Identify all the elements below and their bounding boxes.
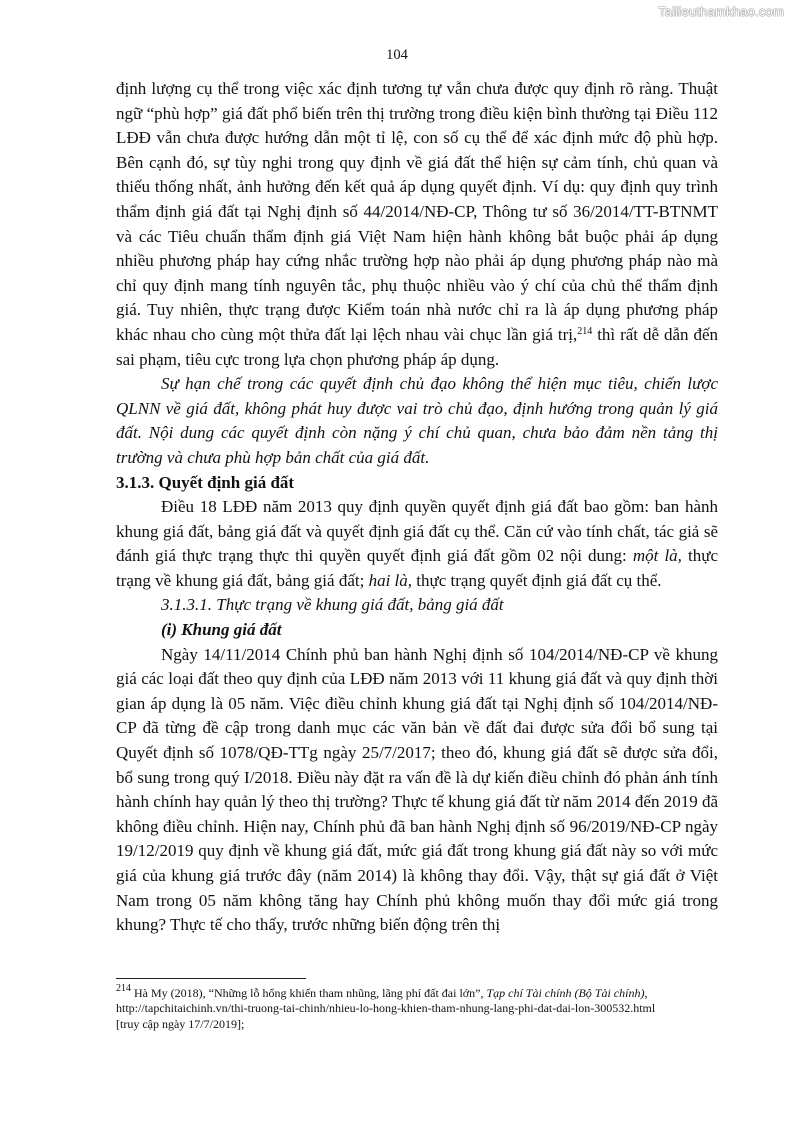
footnote-url[interactable]: http://tapchitaichinh.vn/thi-truong-tai-chinh/nhieu-lo-hong-khien-tham-nhung-lang-phi-dat-dai-lon-300532.html bbox=[116, 1001, 656, 1016]
paragraph bbox=[116, 77, 718, 372]
paragraph-text: thì rất dễ dẫn đến sai phạm, tiêu cực trong lựa chọn phương pháp áp dụng. bbox=[116, 324, 719, 369]
section-heading-3-1-3: 3.1.3. Quyết định giá đất bbox=[116, 472, 295, 492]
footnote-reference: 214 bbox=[577, 325, 593, 337]
footnote-number: 214 bbox=[116, 983, 131, 994]
emphasis: hai là, bbox=[368, 570, 413, 590]
section-heading-3-1-3-1: 3.1.3.1. Thực trạng về khung giá đất, bảng giá đất bbox=[161, 595, 504, 615]
document-body bbox=[116, 77, 718, 938]
paragraph-text: định lượng cụ thể trong việc xác định tương tự vẫn chưa được quy định rõ ràng. Thuật ngữ “phù hợp” giá đất phổ biến trên thị trường trong điều kiện bình thường tại Điều 112 LĐĐ vẫn chưa được hướng dẫn một tỉ lệ, con số cụ thể để xác định mức độ phù hợp. Bên cạnh đó, sự tùy nghi trong quy định về giá đất thể hiện sự cảm tính, chủ quan và thiếu thống nhất, ảnh hưởng đến kết quả áp dụng quyết định. Ví dụ: quy định quy trình thẩm định giá đất tại Nghị định số 44/2014/NĐ-CP, Thông tư số 36/2014/TT-BTNMT và các Tiêu chuẩn thẩm định giá Việt Nam hiện hành không bắt buộc phải áp dụng nhiều phương pháp hay cứng nhắc trường hợp nào phải áp dụng phương pháp nào mà chỉ quy định mang tính nguyên tắc, phụ thuộc nhiều vào ý chí của chủ thể thẩm định giá. Tuy nhiên, thực trạng được Kiểm toán nhà nước chỉ ra là áp dụng phương pháp khác nhau cho cùng một thửa đất lại lệch nhau vài chục lần giá trị, bbox=[116, 79, 718, 344]
paragraph-text: Điều 18 LĐĐ năm 2013 quy định quyền quyết định giá đất bao gồm: ban hành khung giá đất, bảng giá đất và quyết định giá đất cụ thể. Căn cứ vào tính chất, tác giả sẽ đánh giá thực trạng thực thi quyền quyết định giá đất gồm 02 nội dung: bbox=[116, 497, 718, 566]
paragraph-text: thực trạng quyết định giá đất cụ thể. bbox=[412, 570, 662, 590]
footnote-access-date: [truy cập ngày 17/7/2019]; bbox=[116, 1016, 245, 1031]
subsection-heading-khung-gia-dat: (i) Khung giá đất bbox=[161, 620, 282, 640]
page-number: 104 bbox=[386, 47, 408, 63]
footnote-separator bbox=[116, 978, 306, 979]
paragraph bbox=[116, 495, 718, 593]
footnote-text: Hà My (2018), “Những lỗ hổng khiến tham nhũng, lãng phí đất đai lớn”, bbox=[131, 986, 487, 1000]
paragraph-text: thực trạng về khung giá đất, bảng giá đất; bbox=[116, 546, 718, 590]
footnote bbox=[116, 983, 722, 1032]
footnote-line bbox=[116, 983, 722, 1001]
footnote-source: Tạp chí Tài chính (Bộ Tài chính), bbox=[486, 986, 648, 1000]
watermark: Tailieuthamkhao.com bbox=[658, 4, 784, 19]
paragraph-italic: Sự hạn chế trong các quyết định chủ đạo không thể hiện mục tiêu, chiến lược QLNN về giá đất, không phát huy được vai trò chủ đạo, định hướng trong quản lý giá đất. Nội dung các quyết định còn nặng ý chí chủ quan, chưa bảo đảm nền tảng thị trường và chưa phù hợp bản chất của giá đất. bbox=[116, 374, 718, 467]
emphasis: một là, bbox=[632, 546, 682, 566]
paragraph: Ngày 14/11/2014 Chính phủ ban hành Nghị định số 104/2014/NĐ-CP về khung giá các loại đất theo quy định của LĐĐ năm 2013 với 11 khung giá đất và quy định thời gian áp dụng là 05 năm. Việc điều chỉnh khung giá đất tại Nghị định số 104/2014/NĐ-CP đã từng đề cập trong danh mục các văn bản về đất đai được sửa đổi bổ sung tại Quyết định số 1078/QĐ-TTg ngày 25/7/2017; theo đó, khung giá đất sẽ được sửa đổi, bổ sung trong quý I/2018. Điều này đặt ra vấn đề là dự kiến điều chỉnh đó phản ánh tính hành chính hay quản lý theo thị trường? Thực tế khung giá đất từ năm 2014 đến 2019 đã không điều chỉnh. Hiện nay, Chính phủ đã ban hành Nghị định số 96/2019/NĐ-CP ngày 19/12/2019 quy định về khung giá đất, mức giá đất trong khung giá đất này so với mức giá của khung giá trước đây (năm 2014) là không thay đổi. Vậy, thật sự giá đất ở Việt Nam trong 05 năm không tăng hay Chính phủ không muốn thay đổi mức giá trong khung? Thực tế cho thấy, trước những biến động trên thị bbox=[116, 644, 718, 935]
